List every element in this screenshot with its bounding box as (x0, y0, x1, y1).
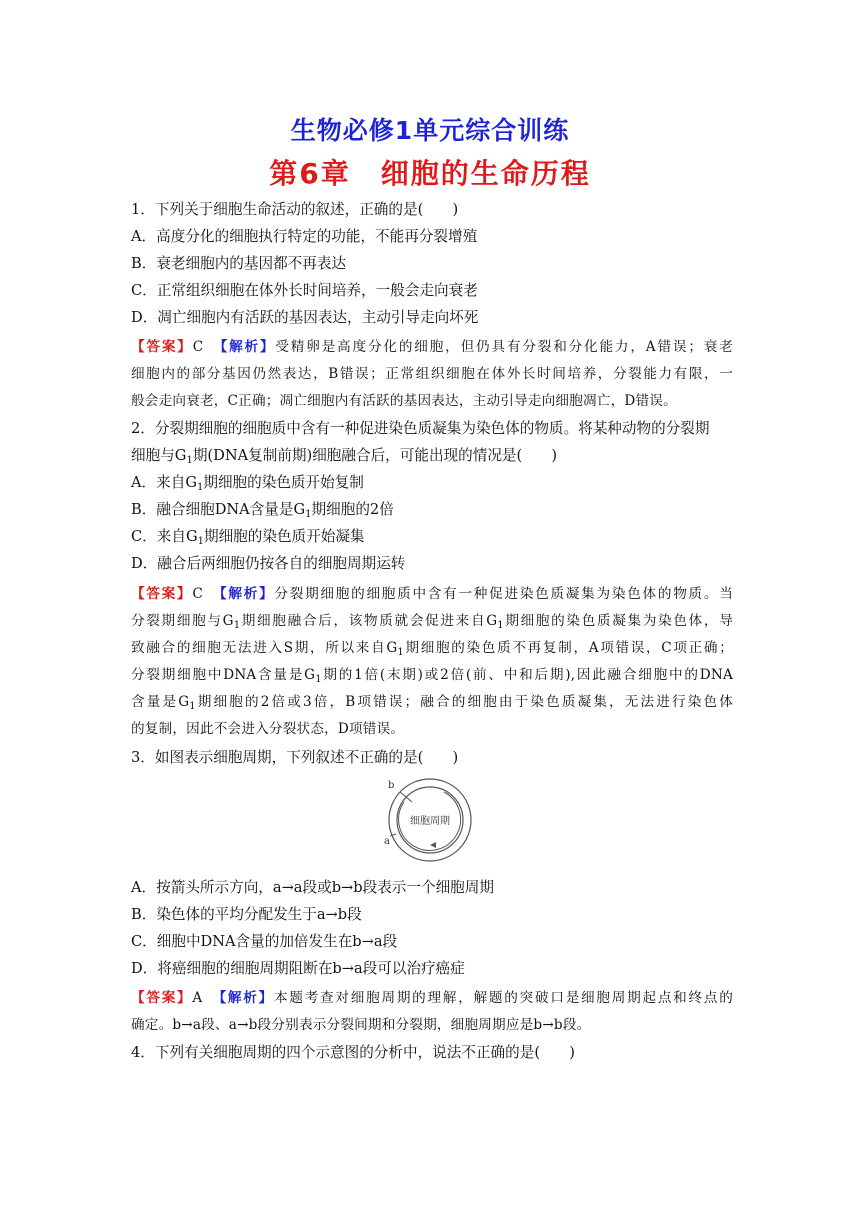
cell-cycle-diagram (378, 772, 478, 866)
label-a: a (384, 836, 390, 847)
a-pointer-line (390, 834, 396, 836)
q1-option-b: B．衰老细胞内的基因都不再表达 (131, 255, 347, 272)
q2-stem: 2．分裂期细胞的细胞质中含有一种促进染色质凝集为染色体的物质。将某种动物的分裂期 (131, 420, 710, 437)
label-b: b (388, 780, 395, 791)
document-title: 生物必修1单元综合训练 (290, 116, 570, 145)
answer-value: C (192, 339, 204, 355)
q3-stem: 3．如图表示细胞周期，下列叙述不正确的是( ) (131, 749, 459, 766)
analysis-label: 【解析】 (219, 586, 275, 602)
q1-answer-line (131, 337, 733, 357)
q3-option-d: D．将癌细胞的细胞周期阻断在b→a段可以治疗癌症 (131, 960, 465, 977)
q2-analysis-line: 分裂期细胞与$G_1$期细胞融合后，该物质就会促进来自$G_1$期细胞的染色质凝集为染色体，导 (131, 613, 734, 631)
q2-analysis-line: 致融合的细胞无法进入S期，所以来自$G_1$期细胞的染色质不再复制，A项错误，C项正确； (131, 640, 733, 658)
q2-option-a: A．来自$G_1$期细胞的染色质开始复制 (131, 474, 364, 493)
answer-value: C (192, 586, 203, 602)
chapter-title: 第6章 细胞的生命历程 (269, 157, 591, 190)
q3-option-a: A．按箭头所示方向，a→a段或b→b段表示一个细胞周期 (131, 879, 494, 896)
q1-option-d: D．凋亡细胞内有活跃的基因表达，主动引导走向坏死 (131, 309, 479, 326)
q3-analysis-line: 确定。b→a段、a→b段分别表示分裂间期和分裂期，细胞周期应是b→b段。 (131, 1017, 591, 1033)
q3-option-b: B．染色体的平均分配发生于a→b段 (131, 906, 362, 923)
q1-stem: 1．下列关于细胞生命活动的叙述，正确的是( ) (131, 201, 459, 218)
analysis-label: 【解析】 (220, 339, 276, 355)
q2-option-b: B．融合细胞DNA含量是$G_1$期细胞的2倍 (131, 501, 394, 520)
q2-analysis-line: 分裂期细胞中DNA含量是$G_1$期的1倍(末期)或2倍(前、中和后期),因此融合细胞中的DNA (131, 667, 733, 685)
analysis-label: 【解析】 (219, 990, 274, 1006)
diagram-center-label: 细胞周期 (410, 816, 450, 827)
answer-label: 【答案】 (131, 339, 193, 355)
arrow-head-icon (430, 842, 436, 848)
analysis-text: 受精卵是高度分化的细胞，但仍具有分裂和分化能力，A错误；衰老 (275, 339, 733, 355)
q2-analysis-line: 含量是$G_1$期细胞的2倍或3倍，B项错误；融合的细胞由于染色质凝集，无法进行染色体 (131, 694, 733, 712)
q4-stem: 4．下列有关细胞周期的四个示意图的分析中，说法不正确的是( ) (131, 1044, 575, 1061)
q2-option-d: D．融合后两细胞仍按各自的细胞周期运转 (131, 555, 406, 572)
q3-option-c: C．细胞中DNA含量的加倍发生在b→a段 (131, 933, 398, 950)
q1-analysis-line: 细胞内的部分基因仍然表达，B错误；正常组织细胞在体外长时间培养，分裂能力有限，一 (131, 366, 733, 382)
q2-analysis-line: 的复制，因此不会进入分裂状态，D项错误。 (131, 721, 405, 737)
q1-option-c: C．正常组织细胞在体外长时间培养，一般会走向衰老 (131, 282, 478, 299)
q1-option-a: A．高度分化的细胞执行特定的功能，不能再分裂增殖 (131, 228, 478, 245)
answer-value: A (192, 990, 203, 1006)
q2-answer-line: 【答案】C 【解析】分裂期细胞的细胞质中含有一种促进染色质凝集为染色体的物质。当 (131, 586, 734, 602)
q3-answer-line: 【答案】A 【解析】本题考查对细胞周期的理解，解题的突破口是细胞周期起点和终点的 (131, 990, 734, 1006)
q1-analysis-line: 般会走向衰老，C正确；凋亡细胞内有活跃的基因表达，主动引导走向细胞凋亡，D错误。 (131, 393, 677, 409)
q2-option-c: C．来自$G_1$期细胞的染色质开始凝集 (131, 528, 365, 547)
answer-label: 【答案】 (131, 586, 193, 602)
answer-label: 【答案】 (131, 990, 193, 1006)
q2-stem-cont: 细胞与$G_1$期(DNA复制前期)细胞融合后，可能出现的情况是( ) (131, 447, 558, 466)
